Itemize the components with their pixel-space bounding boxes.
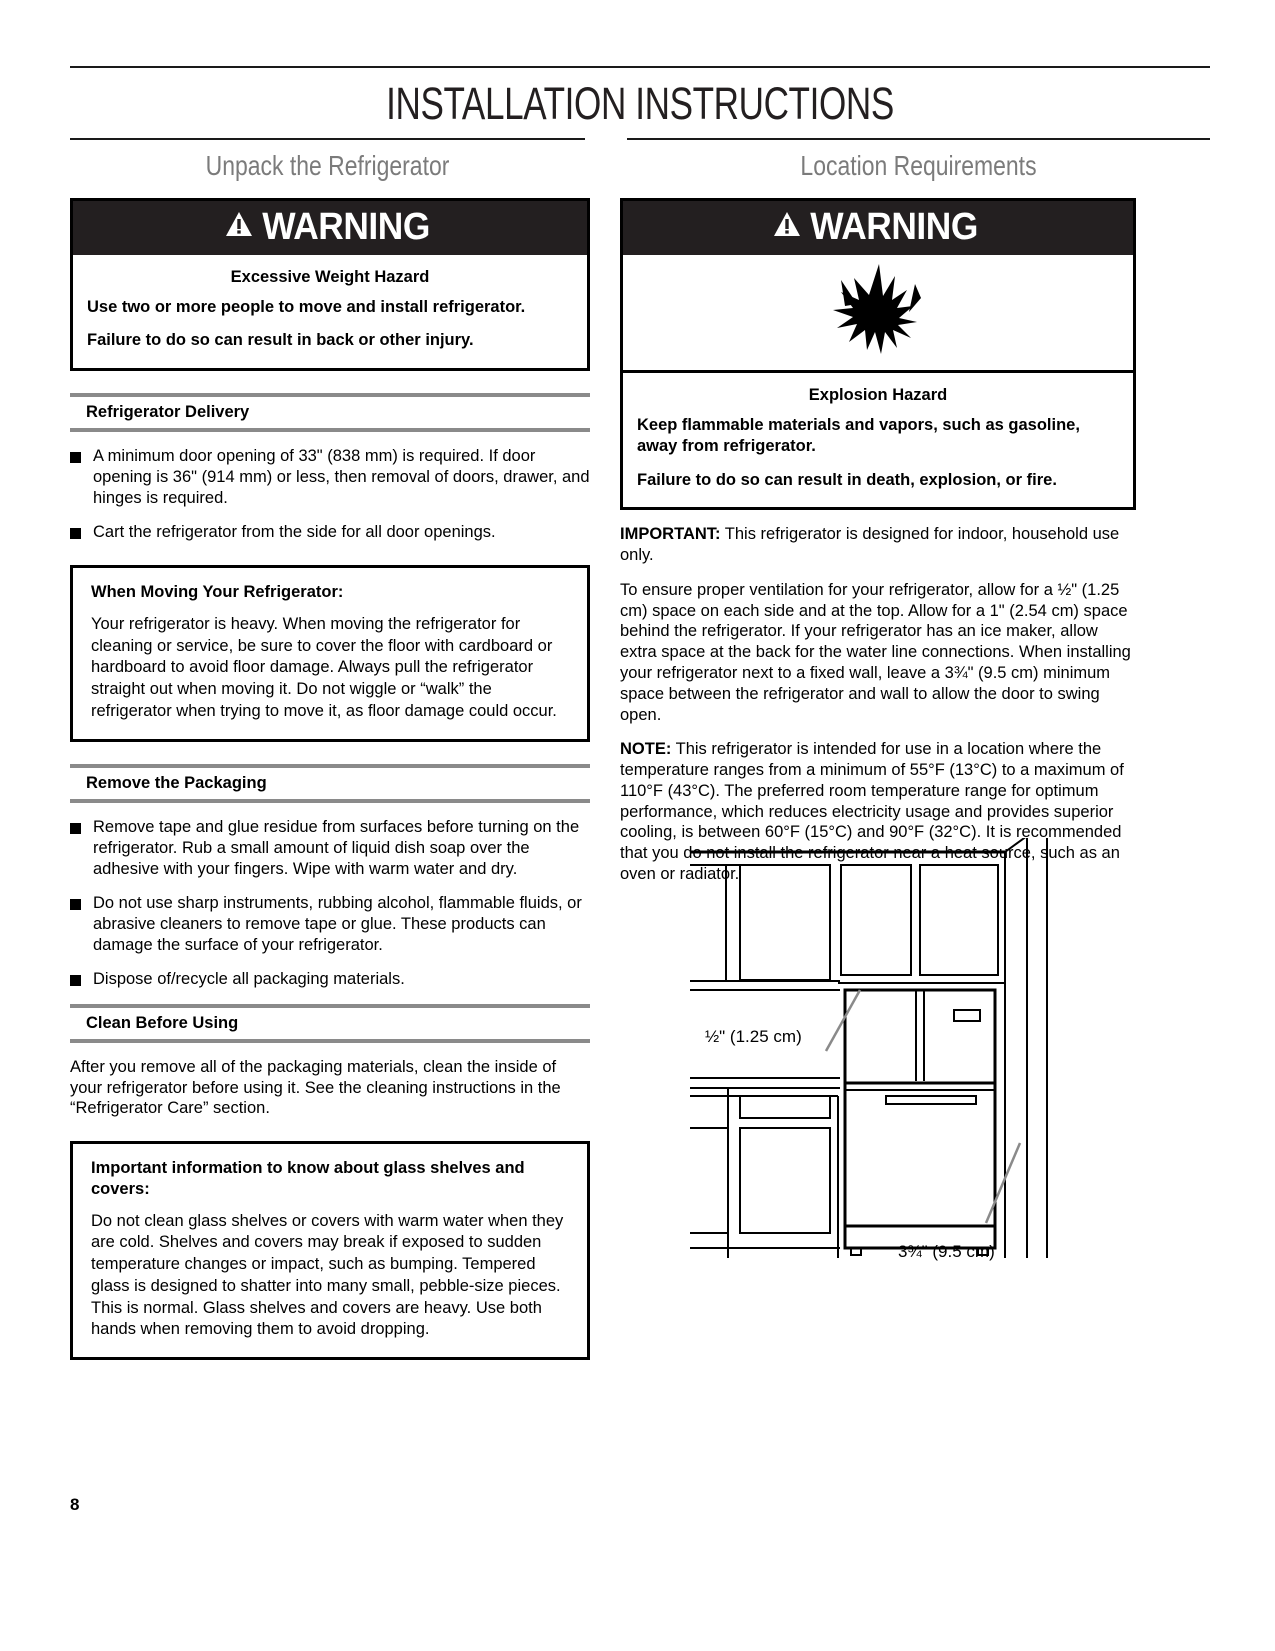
- important-paragraph: [620, 524, 1136, 566]
- list-item: [70, 522, 590, 543]
- list-item: [70, 446, 590, 509]
- page-number: 8: [70, 1495, 80, 1514]
- list-item-text: Remove tape and glue residue from surfaces before turning on the refrigerator. Rub a small amount of liquid dish soap over the adhesive with your fingers. Wipe with warm water and dry.: [93, 817, 580, 878]
- warning-triangle-icon: [224, 208, 254, 246]
- hazard-line: Keep flammable materials and vapors, such as gasoline, away from refrigerator.: [637, 416, 1080, 456]
- bullet-square-icon: [70, 823, 81, 834]
- bullet-square-icon: [70, 899, 81, 910]
- explosion-hazard-warning-box: [620, 198, 1136, 510]
- side-clearance-label: ½" (1.25 cm): [705, 1027, 802, 1046]
- list-item-text: Dispose of/recycle all packaging materials.: [93, 970, 405, 989]
- important-label: IMPORTANT:: [620, 525, 721, 544]
- excessive-weight-warning-box: [70, 198, 590, 371]
- ventilation-paragraph: To ensure proper ventilation for your refrigerator, allow for a ½" (1.25 cm) space on each side and at the top. Allow for a 1" (2.54 cm) space behind the refrigerator. If your refrigerator has an ice maker, allow extra space at the back for the water line connections. When installing your refrigerator next to a fixed wall, leave a 3¾" (9.5 cm) minimum space between the refrigerator and wall to allow the door to swing open.: [620, 580, 1131, 724]
- section-rule-bottom: [70, 1039, 590, 1043]
- refrigerator-clearance-diagram: [690, 838, 1090, 1258]
- when-moving-title: When Moving Your Refrigerator:: [91, 583, 344, 602]
- when-moving-text: Your refrigerator is heavy. When moving the refrigerator for cleaning or service, be sure to cover the floor with cardboard or hardboard to avoid floor damage. Always pull the refrigerator straight out when moving it. Do not wiggle or “walk” the refrigerator when trying to move it, as floor damage could occur.: [91, 614, 557, 720]
- right-column-heading: Location Requirements: [800, 150, 1037, 181]
- list-item-text: Do not use sharp instruments, rubbing alcohol, flammable fluids, or abrasive cleaners to remove tape or glue. These products can damage the surface of your refrigerator.: [93, 893, 582, 955]
- note-text: This refrigerator is intended for use in a location where the temperature ranges from a minimum of 55°F (13°C) to a maximum of 110°F (43°C). The preferred room temperature range for optimum performance, which reduces electricity usage and provides superior cooling, is between 60°F (15°C) and 90°F (32°C). It is recommended that you do not install the refrigerator near a heat source, such as an oven or radiator.: [620, 740, 1124, 884]
- wall-clearance-label: 3¾" (9.5 cm): [898, 1242, 995, 1261]
- section-refrigerator-delivery: [70, 393, 590, 432]
- glass-shelves-box: [70, 1141, 590, 1360]
- delivery-bullet-list: [70, 446, 590, 543]
- header-rule-top: [70, 66, 1210, 68]
- section-remove-packaging: [70, 764, 590, 803]
- header-rule-left: [70, 138, 585, 140]
- warning-banner: [73, 201, 587, 255]
- bullet-square-icon: [70, 975, 81, 986]
- left-column-heading: Unpack the Refrigerator: [205, 150, 450, 181]
- warning-triangle-icon: [772, 208, 802, 246]
- packaging-bullet-list: [70, 817, 590, 991]
- list-item-text: A minimum door opening of 33" (838 mm) is required. If door opening is 36" (914 mm) or less, then removal of doors, drawer, and hinges is required.: [93, 446, 590, 508]
- warning-body: [623, 373, 1133, 507]
- glass-shelves-text: Do not clean glass shelves or covers with warm water when they are cold. Shelves and covers may break if exposed to sudden temperature changes or impact, such as bumping. Tempered glass is designed to shatter into many small, pebble-size pieces. This is normal. Glass shelves and covers are heavy. Use both hands when removing them to avoid dropping.: [91, 1211, 564, 1339]
- section-rule-bottom: [70, 799, 590, 803]
- when-moving-box: [70, 565, 590, 741]
- bullet-square-icon: [70, 528, 81, 539]
- hazard-line: Failure to do so can result in back or other injury.: [87, 331, 474, 350]
- glass-shelves-title: Important information to know about glass shelves and covers:: [91, 1158, 525, 1199]
- warning-banner-label: WARNING: [810, 206, 978, 248]
- warning-banner-label: WARNING: [262, 206, 430, 248]
- list-item-text: Cart the refrigerator from the side for all door openings.: [93, 523, 496, 542]
- section-rule-bottom: [70, 428, 590, 432]
- list-item: [70, 817, 590, 880]
- hazard-line: Failure to do so can result in death, explosion, or fire.: [637, 470, 1057, 489]
- important-text: This refrigerator is designed for indoor, household use only.: [620, 525, 1120, 565]
- header-rule-right: [627, 138, 1210, 140]
- list-item: [70, 893, 590, 956]
- hazard-title: Explosion Hazard: [808, 386, 948, 404]
- list-item: [70, 969, 590, 990]
- section-label: Clean Before Using: [86, 1014, 239, 1033]
- hazard-title: Excessive Weight Hazard: [230, 268, 430, 286]
- hazard-line: Use two or more people to move and install refrigerator.: [87, 298, 526, 316]
- section-label: Remove the Packaging: [86, 773, 267, 792]
- section-clean-before-using: [70, 1004, 590, 1043]
- note-label: NOTE:: [620, 740, 672, 759]
- section-label: Refrigerator Delivery: [86, 402, 250, 421]
- explosion-pictogram-pane: [623, 255, 1133, 373]
- warning-banner: [623, 201, 1133, 255]
- page-title: INSTALLATION INSTRUCTIONS: [386, 78, 894, 129]
- clean-before-using-text: After you remove all of the packaging materials, clean the inside of your refrigerator before using it. See the cleaning instructions in the “Refrigerator Care” section.: [70, 1058, 561, 1118]
- explosion-icon: [823, 262, 933, 363]
- right-column: [620, 198, 1136, 885]
- warning-body: [73, 255, 587, 368]
- left-column: [70, 198, 590, 1360]
- bullet-square-icon: [70, 452, 81, 463]
